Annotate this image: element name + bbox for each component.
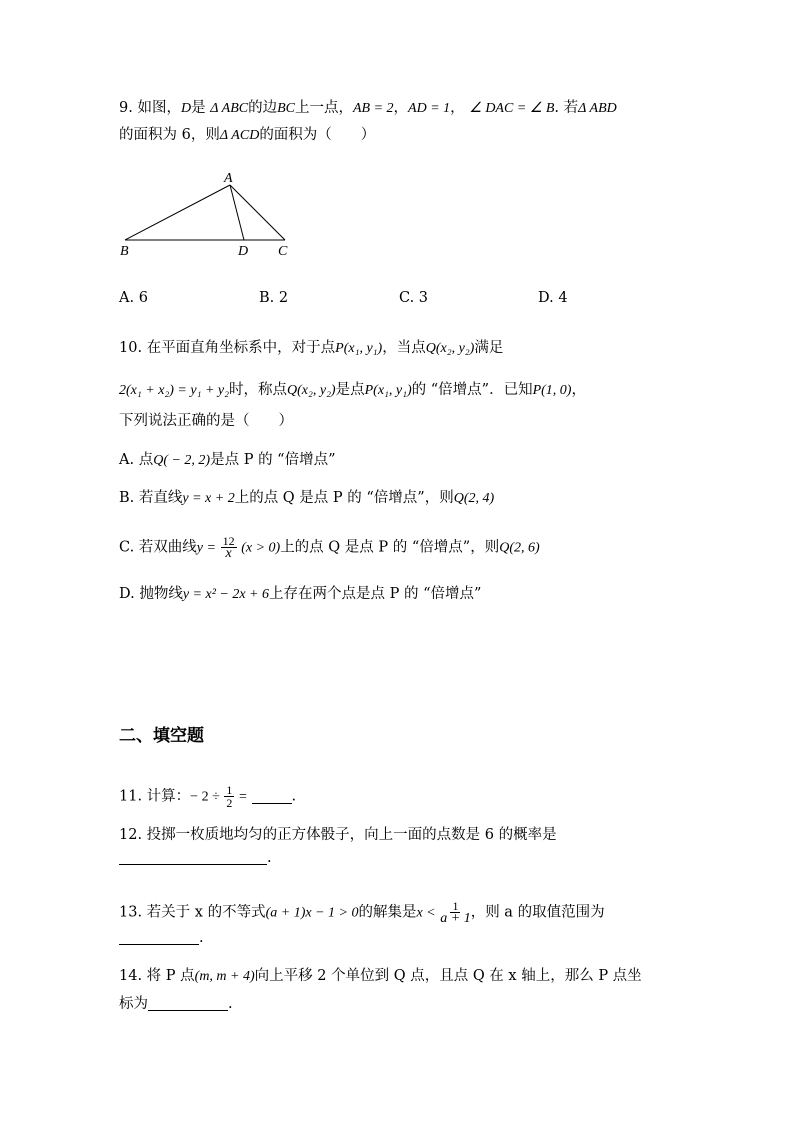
q10-line1 <box>119 338 503 359</box>
q14-text: 向上平移 2 个单位到 Q 点，且点 Q 在 x 轴上，那么 P 点坐 <box>254 968 642 984</box>
q9-angle: ∠ DAC = ∠ B <box>469 101 555 116</box>
q12-line2 <box>119 848 272 868</box>
q10-text: B. 若直线 <box>119 490 183 506</box>
fraction-denominator: 2 <box>226 796 233 810</box>
fraction-numerator: 12 <box>222 534 235 548</box>
label-d: D <box>238 244 249 259</box>
q14-line1 <box>119 966 642 987</box>
q11-line <box>119 784 296 809</box>
q10-text: A. 点 <box>119 452 154 468</box>
q10-text: 10. 在平面直角坐标系中，对于点 <box>119 340 336 356</box>
q13-text: ，则 a 的取值范围为 <box>470 904 605 921</box>
q10-option-a[interactable] <box>119 450 336 471</box>
q10-line3: 下列说法正确的是（ ） <box>119 413 293 429</box>
fraction-denominator: x <box>225 546 232 561</box>
q10-text: 的 “倍增点”．已知 <box>411 382 533 398</box>
q10-option-d[interactable] <box>119 584 481 605</box>
q9-option-b[interactable]: B. 2 <box>259 290 289 306</box>
q10-text: 满足 <box>474 340 504 356</box>
q10-text: ，当点 <box>382 340 426 356</box>
q10-condition: (x > 0) <box>241 540 281 556</box>
q10-text: 上的点 Q 是点 P 的 “倍增点”，则 <box>234 490 454 506</box>
label-c: C <box>278 244 288 259</box>
q13-fraction <box>440 900 470 925</box>
q9-text: . 若 <box>554 100 579 116</box>
q9-side-bc: BC <box>277 101 295 116</box>
q13-end: . <box>199 930 204 946</box>
q9-ab: AB = 2 <box>352 101 394 116</box>
q9-option-c[interactable]: C. 3 <box>399 290 429 306</box>
q12-line1: 12. 投掷一枚质地均匀的正方体骰子，向上一面的点数是 6 的概率是 <box>119 827 557 843</box>
q12-end: . <box>267 850 272 866</box>
q11-text: 11. 计算： <box>119 788 191 805</box>
q10-text: C. 若双曲线 <box>119 539 197 556</box>
q9-text: 上一点， <box>294 100 353 116</box>
q10-text: D. 抛物线 <box>119 586 183 602</box>
q10-point: Q(2, 4) <box>453 491 495 506</box>
q14-text: 标为 <box>119 996 148 1012</box>
q10-option-c[interactable] <box>119 535 540 560</box>
segment-ad <box>230 185 244 240</box>
q14-end: . <box>228 996 233 1012</box>
q9-triangle-acd: Δ ACD <box>219 128 260 143</box>
q14-line2 <box>119 994 233 1014</box>
section-title: 二、填空题 <box>119 726 204 746</box>
q10-text: 是点 P 的 “倍增点” <box>210 452 336 468</box>
q13-line2 <box>119 928 204 948</box>
q9-line1: 9. 如图，D是 Δ ABC的边BC上一点，AB = 2，AD = 1， ∠ DAC = ∠ B. 若Δ ABD <box>119 100 617 116</box>
q13-text: 的解集是 <box>358 904 417 921</box>
q10-line2 <box>119 380 586 401</box>
q10-point: Q(2, 6) <box>499 540 540 556</box>
q10-equation: y = <box>196 540 216 556</box>
q9-triangle-figure <box>110 165 310 265</box>
q9-text: 的面积为（ ） <box>259 127 376 143</box>
q10-text: ， <box>571 382 586 398</box>
q10-text: 上的点 Q 是点 P 的 “倍增点”，则 <box>280 539 500 556</box>
q10-point: Q( − 2, 2) <box>153 453 211 468</box>
q11-answer-blank[interactable] <box>252 789 292 804</box>
q11-equals: = <box>238 789 247 805</box>
fraction-numerator: 1 <box>226 783 233 797</box>
fraction-denominator: a + 1 <box>440 911 471 926</box>
q10-text: 时，称点 <box>229 382 287 398</box>
q9-triangle-abd: Δ ABD <box>578 101 617 116</box>
q13-line1 <box>119 900 605 925</box>
q13-text: 13. 若关于 x 的不等式 <box>119 904 266 921</box>
q9-text: 的面积为 6，则 <box>119 127 220 143</box>
q10-point-q: Q(x₂, y₂) <box>425 341 475 356</box>
q9-triangle-abc: Δ ABC <box>210 101 249 116</box>
q13-inequality: (a + 1)x − 1 > 0 <box>265 905 359 921</box>
q14-text: 14. 将 P 点 <box>119 968 195 984</box>
label-a: A <box>224 171 233 186</box>
q11-expression: − 2 ÷ <box>190 789 220 805</box>
q10-fraction <box>221 535 237 560</box>
q10-point-p: P(x₁, y₁) <box>364 383 412 398</box>
q14-point: (m, m + 4) <box>194 969 255 984</box>
q10-point-q: Q(x₂, y₂) <box>287 383 336 398</box>
side-ab <box>125 185 230 240</box>
side-ac <box>230 185 285 240</box>
q10-text: 上存在两个点是点 P 的 “倍增点” <box>269 586 482 602</box>
q9-point-d: D <box>180 101 192 116</box>
q10-point-p: P(x₁, y₁) <box>335 341 383 356</box>
q11-end: . <box>291 788 297 805</box>
q9-option-a[interactable]: A. 6 <box>119 290 148 306</box>
label-b: B <box>120 244 129 259</box>
q14-answer-blank[interactable] <box>148 996 228 1011</box>
q10-point-p10: P(1, 0) <box>532 383 572 398</box>
q10-option-b[interactable] <box>119 488 494 509</box>
q10-equation: y = x² − 2x + 6 <box>182 587 270 602</box>
q9-text: 9. 如图， <box>119 100 181 116</box>
q13-solution: x < <box>416 905 436 921</box>
q9-option-d[interactable]: D. 4 <box>538 290 568 306</box>
q10-condition: 2(x₁ + x₂) = y₁ + y₂ <box>119 383 229 398</box>
q11-fraction <box>224 784 234 809</box>
fraction-numerator: 1 <box>452 899 459 913</box>
q9-line2 <box>119 125 375 146</box>
q12-answer-blank[interactable] <box>119 850 267 865</box>
q10-equation: y = x + 2 <box>182 491 235 506</box>
q9-text: 的边 <box>248 100 278 116</box>
q10-text: 是点 <box>335 382 365 398</box>
q9-text: 是 <box>191 100 206 116</box>
q13-answer-blank[interactable] <box>119 930 199 945</box>
q9-ad: AD = 1 <box>408 101 451 116</box>
